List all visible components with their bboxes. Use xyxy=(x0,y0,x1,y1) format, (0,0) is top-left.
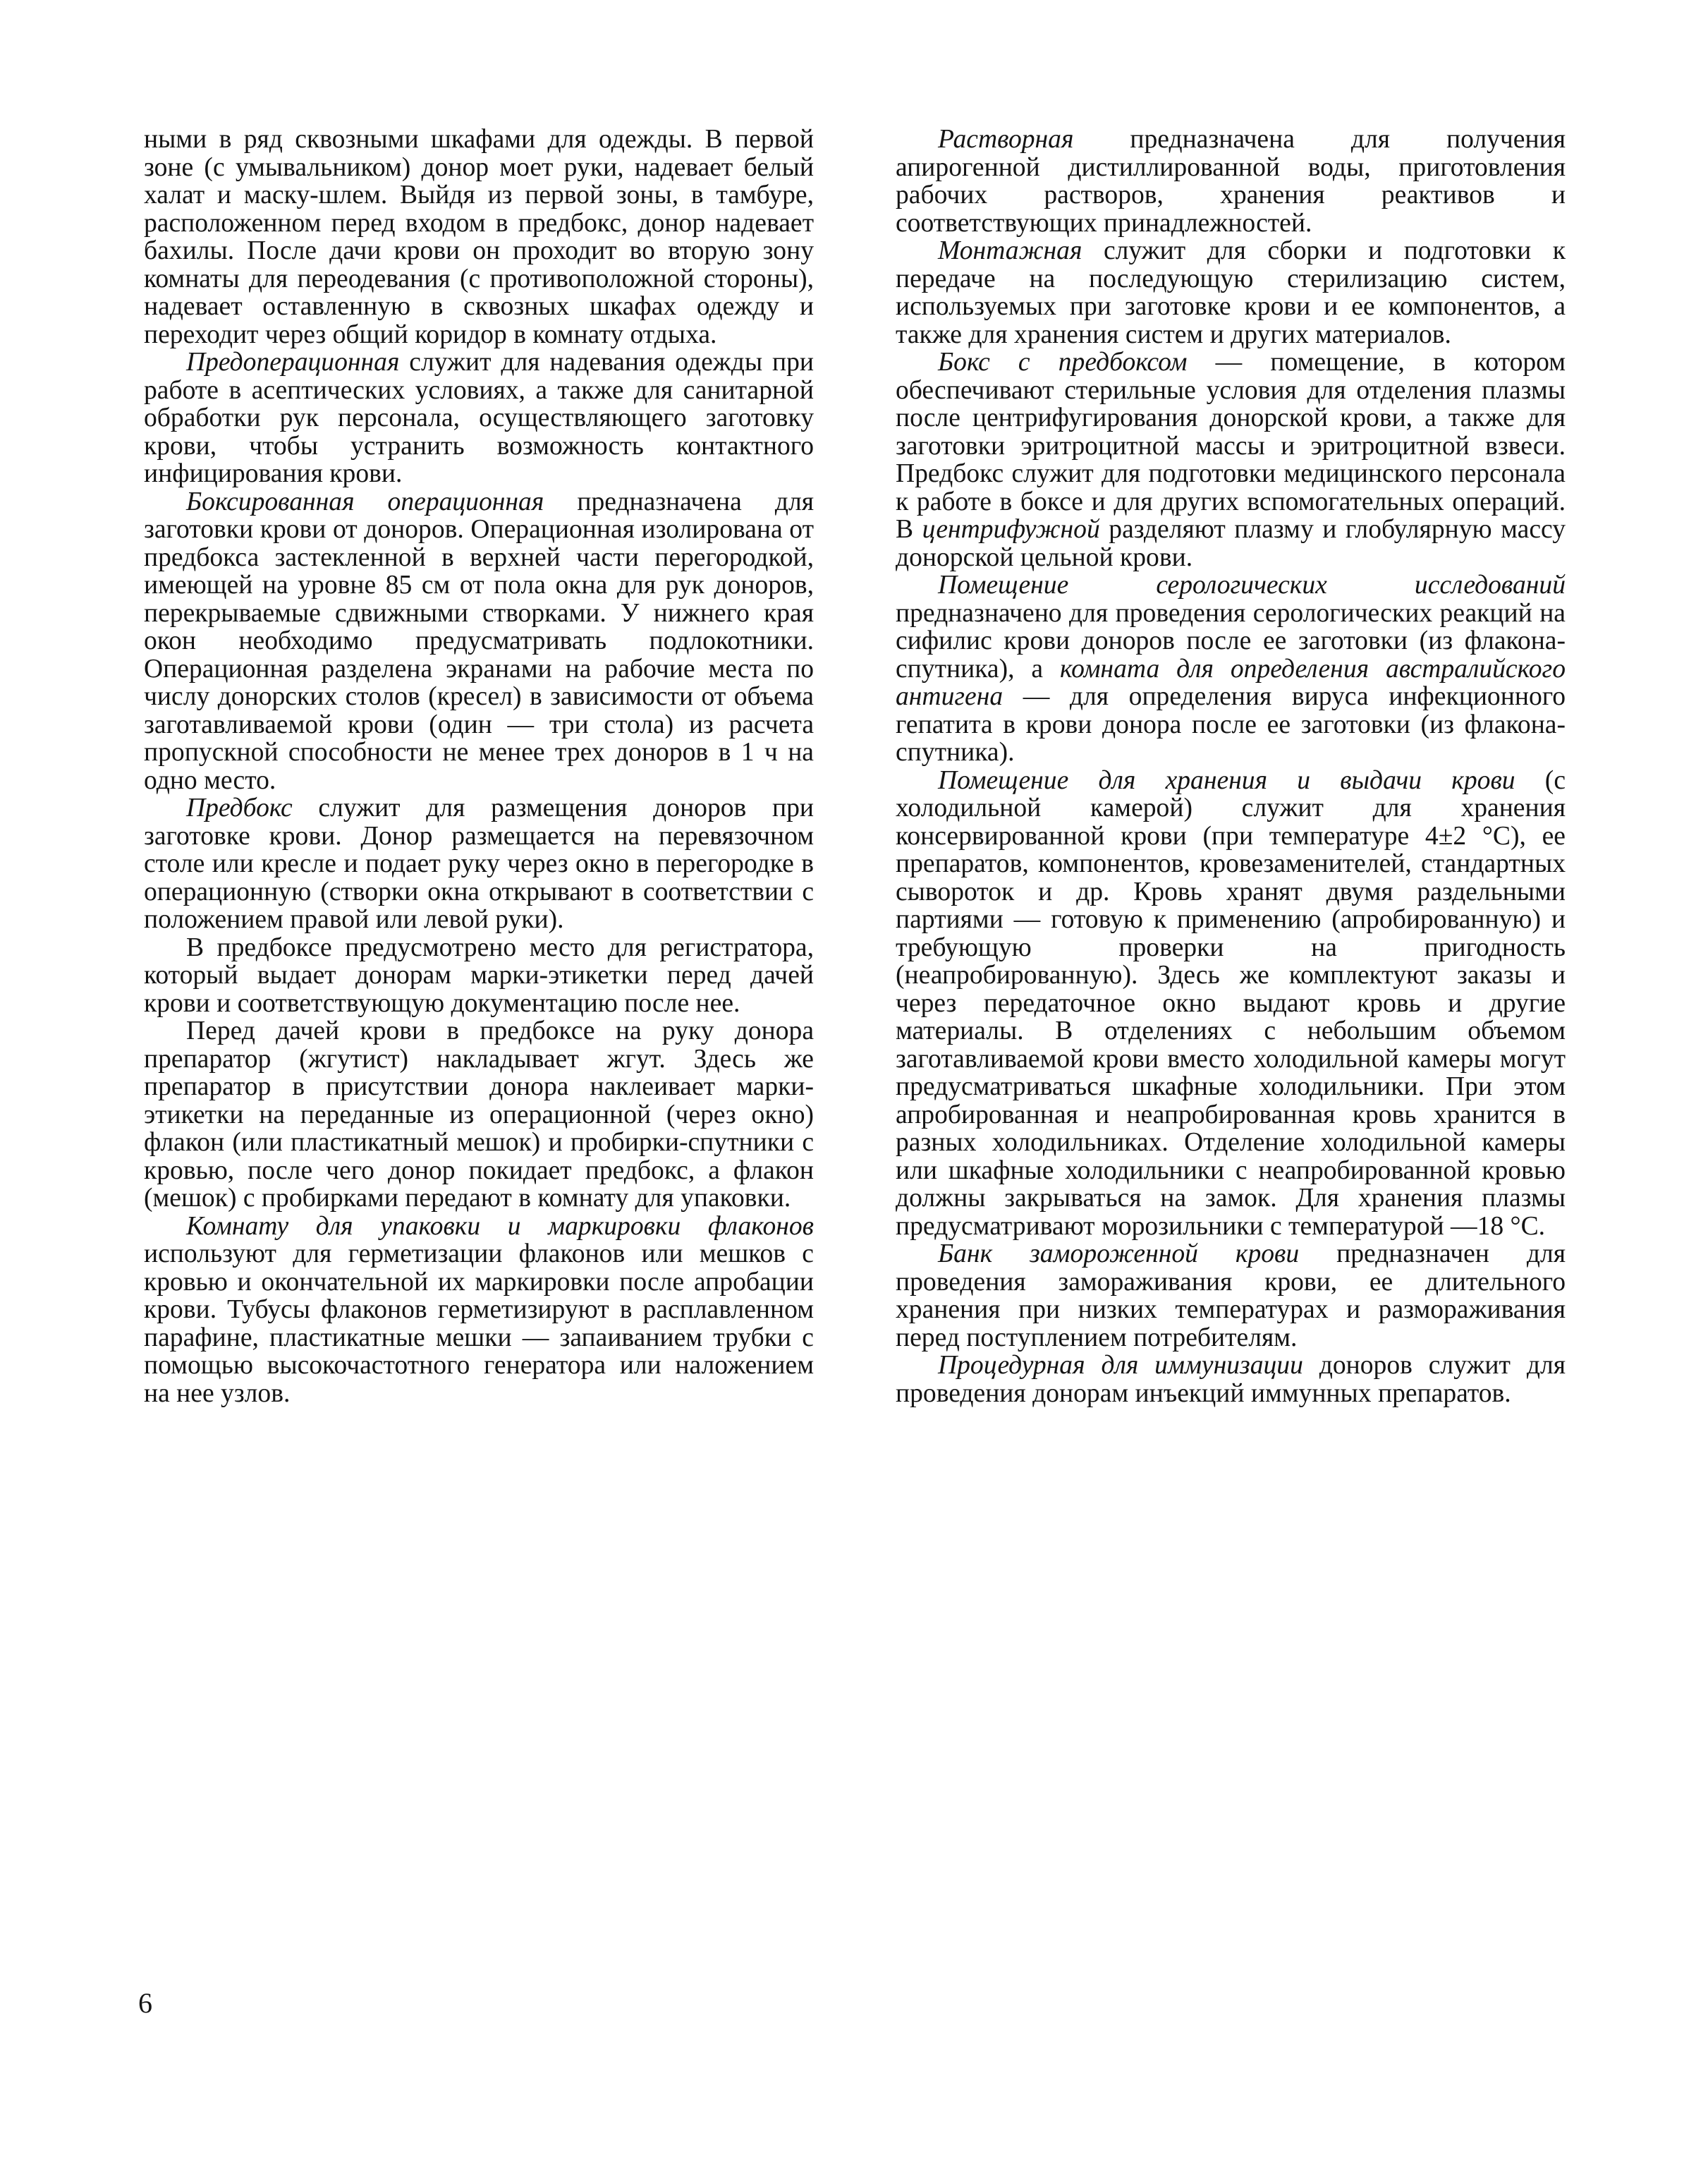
term-komnata-antigena: комната для определения австралийского антигена xyxy=(896,654,1566,711)
text-run: разделяют плазму и глобулярную массу донорской цельной крови. xyxy=(896,515,1566,572)
term-pomeshchenie-serologicheskikh: Помещение серологических исследований xyxy=(938,571,1566,600)
term-predboks: Предбокс xyxy=(186,794,293,823)
paragraph xyxy=(144,934,814,1018)
text-run: используют для герметизации флаконов или мешков с кровью и окончательной их маркировки после апробации крови. Тубусы флаконов герметизируют в расплавленном парафине, пластикатные мешки — запаиванием трубки с помощью высокочастотного генератора или наложением на нее узлов. xyxy=(144,1239,814,1408)
paragraph xyxy=(144,794,814,934)
page-number: 6 xyxy=(138,1987,152,2019)
right-column xyxy=(896,126,1566,1407)
text-run: — помещение, в котором обеспечивают стерильные условия для отделения плазмы после центрифугирования донорской крови, а также для заготовки эритроцитной массы и эритроцитной взвеси. Предбокс служит для подготовки медицинского персонала к работе в боксе и для других вспомогательных операций. В xyxy=(896,348,1566,544)
term-boksirovannaya-operatsionnaya: Боксированная операционная xyxy=(186,487,544,516)
term-tsentrifuzhnaya: центрифужной xyxy=(922,515,1100,544)
text-run: предназначена для заготовки крови от доноров. Операционная изолирована от предбокса застекленной в верхней части перегородкой, имеющей на уровне 85 см от пола окна для рук доноров, перекрываемые сдвижными створками. У нижнего края окон необходимо предусматривать подлокотники. Операционная разделена экранами на рабочие места по числу донорских столов (кресел) в зависимости от объема заготавливаемой крови (один — три стола) из расчета пропускной способности не менее трех доноров в 1 ч на одно место. xyxy=(144,487,815,795)
paragraph xyxy=(896,1352,1566,1407)
text-run: В предбоксе предусмотрено место для регистратора, который выдает донорам марки-этикетки перед дачей крови и соответствующую документацию после нее. xyxy=(144,933,814,1018)
term-komnata-dlya-upakovki: Комнату для упаковки и маркировки флаконов xyxy=(186,1211,814,1241)
text-run: предназначена для получения апирогенной дистиллированной воды, приготовления рабочих растворов, хранения реактивов и соответствующих принадлежностей. xyxy=(896,125,1566,238)
term-rastvornaya: Растворная xyxy=(938,125,1074,154)
paragraph xyxy=(144,126,814,348)
paragraph xyxy=(896,237,1566,348)
text-run: Перед дачей крови в предбоксе на руку донора препаратор (жгутист) накладывает жгут. Здесь же препаратор в присутствии донора наклеивает марки-этикетки на переданные из операционной (через окно) флакон (или пластикатный мешок) и пробирки-спутники с кровью, после чего донор покидает предбокс, а флакон (мешок) с пробирками передают в комнату для упаковки. xyxy=(144,1016,814,1213)
paragraph xyxy=(896,1240,1566,1352)
text-run: предназначено для проведения серологических реакций на сифилис крови доноров после ее заготовки (из флакона-спутника), а xyxy=(896,598,1566,684)
paragraph xyxy=(144,1017,814,1213)
term-bank-zamorozhennoy-krovi: Банк замороженной крови xyxy=(938,1239,1300,1268)
paragraph xyxy=(144,1213,814,1408)
term-predoperatsionnaya: Предоперационная xyxy=(186,348,400,377)
left-column xyxy=(144,126,814,1407)
text-run: (с холодильной камерой) служит для хранения консервированной крови (при температуре 4±2 °С), ее препаратов, компонентов, кровезаменителей, стандартных сывороток и др. Кровь хранят двумя раздельными партиями — готовую к применению (апробированную) и требующую проверки на пригодность (неапробированную). Здесь же комплектуют заказы и через передаточное окно выдают кровь и другие материалы. В отделениях с небольшим объемом заготавливаемой крови вместо холодильной камеры могут предусматриваться шкафные холодильники. При этом апробированная и неапробированная кровь хранится в разных холодильниках. Отделение холодильной камеры или шкафные холодильники с неапробированной кровью должны закрываться на замок. Для хранения плазмы предусматривают морозильники с температурой —18 °С. xyxy=(896,765,1566,1241)
text-run: предназначен для проведения замораживания крови, ее длительного хранения при низких температурах и размораживания перед поступлением потребителям. xyxy=(896,1239,1566,1352)
term-protsedurnaya: Процедурная для иммунизации xyxy=(938,1351,1303,1380)
paragraph xyxy=(144,488,814,795)
text-run: доноров служит для проведения донорам инъекций иммунных препаратов. xyxy=(896,1351,1566,1408)
paragraph xyxy=(896,126,1566,237)
term-boks-s-predboksom: Бокс с предбоксом xyxy=(938,348,1188,377)
text-run: служит для размещения доноров при заготовке крови. Донор размещается на перевязочном столе или кресле и подает руку через окно в перегородке в операционную (створки окна открывают в соответствии с положением правой или левой руки). xyxy=(144,794,814,934)
text-run: служит для сборки и подготовки к передаче на последующую стерилизацию систем, используемых при заготовке крови и ее компонентов, а также для хранения систем и других материалов. xyxy=(896,236,1566,349)
term-pomeshchenie-khraneniya: Помещение для хранения и выдачи крови xyxy=(938,765,1515,795)
term-montazhnaya: Монтажная xyxy=(938,236,1082,265)
text-run: — для определения вируса инфекционного гепатита в крови донора после ее заготовки (из флакона-спутника). xyxy=(896,682,1566,767)
paragraph xyxy=(896,767,1566,1241)
text-run: ными в ряд сквозными шкафами для одежды. В первой зоне (с умывальником) донор моет руки, надевает белый халат и маску-шлем. Выйдя из первой зоны, в тамбуре, расположенном перед входом в предбокс, донор надевает бахилы. После дачи крови он проходит во вторую зону комнаты для переодевания (с противоположной стороны), надевает оставленную в сквозных шкафах одежду и переходит через общий коридор в комнату отдыха. xyxy=(144,125,814,349)
text-run: служит для надевания одежды при работе в асептических условиях, а также для санитарной обработки рук персонала, осуществляющего заготовку крови, чтобы устранить возможность контактного инфицирования крови. xyxy=(144,348,814,488)
paragraph xyxy=(896,348,1566,571)
paragraph xyxy=(144,348,814,488)
paragraph xyxy=(896,571,1566,767)
